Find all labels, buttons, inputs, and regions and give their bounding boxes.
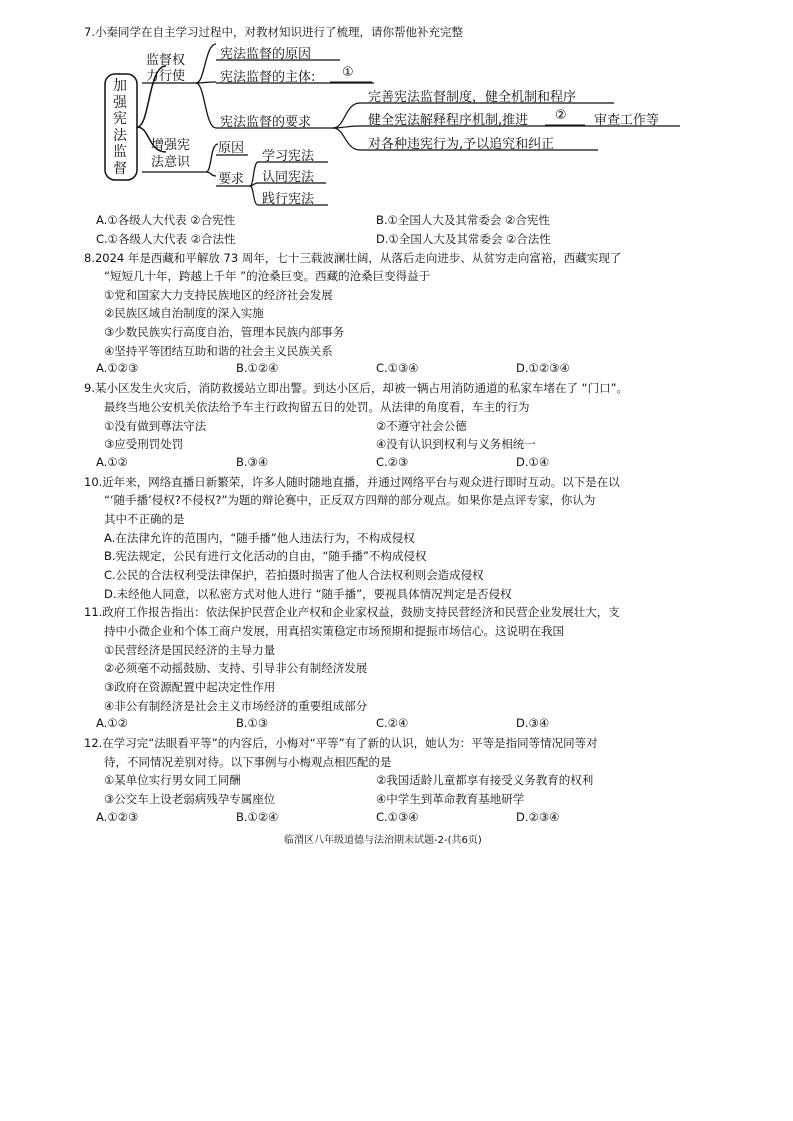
b2-sub1-connector: [250, 162, 258, 186]
req2-post: 审查工作等: [594, 113, 660, 128]
q7-option-c: C.①各级人大代表 ②合法性: [96, 232, 236, 246]
q11-item-4: ④非公有制经济是社会主义市场经济的重要组成部分: [104, 699, 368, 713]
q9-item-2: ②不遵守社会公德: [376, 419, 467, 433]
q12-option-b: B.①②④: [236, 810, 279, 824]
b2-item1: 原因: [218, 141, 245, 156]
q12-item-2: ②我国适龄儿童都享有接受义务教育的权利: [376, 773, 594, 787]
q11-option-b: B.①③: [236, 716, 269, 730]
b2-item2-connector: [206, 172, 216, 176]
q11-item-3: ③政府在资源配置中起决定性作用: [104, 680, 276, 694]
q10-option-c: C.公民的合法权利受法律保护，若拍摄时损害了他人合法权利则会造成侵权: [104, 568, 484, 582]
q12-item-1: ①某单位实行男女同工同酬: [104, 773, 241, 787]
q8-item-2: ②民族区域自治制度的深入实施: [104, 306, 264, 320]
q7-option-b: B.①全国人大及其常委会 ②合宪性: [376, 213, 550, 227]
q11-item-2: ②必须毫不动摇鼓励、支持、引导非公有制经济发展: [104, 661, 368, 675]
q7-option-a: A.①各级人大代表 ②合宪性: [96, 213, 236, 227]
q10-option-b: B.宪法规定，公民有进行文化活动的自由，“随手播”不构成侵权: [104, 549, 427, 563]
q7-stem: 7.小秦同学在自主学习过程中，对教材知识进行了梳理，请你帮他补充完整: [84, 25, 463, 39]
q9-stem-line1: 9.某小区发生火灾后，消防救援站立即出警。到达小区后，却被一辆占用消防通道的私家车堵在了 “门口”。: [84, 381, 629, 395]
req2-blank-marker: ②: [555, 108, 567, 123]
q12-item-4: ④中学生到革命教育基地研学: [376, 792, 525, 806]
q9-item-3: ③应受刑罚处罚: [104, 437, 184, 451]
q9-option-d: D.①④: [516, 455, 550, 469]
q9-option-b: B.③④: [236, 455, 269, 469]
q9-option-a: A.①②: [96, 455, 128, 469]
branch1-label-line2: 力行使: [146, 69, 186, 84]
req3-connector: [333, 128, 360, 150]
b1-item1-connector: [196, 44, 216, 83]
q11-option-c: C.②④: [376, 716, 409, 730]
q10-option-d: D.未经他人同意，以私密方式对他人进行 “随手播”，要视具体情况判定是否侵权: [104, 587, 512, 601]
q10-option-a: A.在法律允许的范围内，“随手播”他人违法行为，不构成侵权: [104, 531, 415, 545]
q8-option-a: A.①②③: [96, 361, 139, 375]
q9-stem-line2: 最终当地公安机关依法给予车主行政拘留五日的处罚。从法律的角度看，车主的行为: [104, 400, 530, 414]
q12-stem-line1: 12.在学习完“法眼看平等”的内容后，小梅对“平等”有了新的认识，她认为：平等是指同等情况同等对: [84, 736, 598, 750]
q11-stem-line1: 11.政府工作报告指出：依法保护民营企业产权和企业家权益，鼓励支持民营经济和民营企业发展壮大，支: [84, 605, 620, 619]
q8-item-1: ①党和国家大力支持民族地区的经济社会发展: [104, 288, 333, 302]
req1: 完善宪法监督制度，健全机制和程序: [368, 90, 577, 105]
q7-option-d: D.①全国人大及其常委会 ②合法性: [376, 232, 551, 246]
b2-sub2: 认同宪法: [262, 170, 315, 185]
b2-item2: 要求: [218, 172, 245, 187]
b1-item2-blank-marker: ①: [342, 65, 354, 80]
b1-item2: 宪法监督的主体:: [220, 70, 316, 85]
q10-stem-line1: 10.近年来，网络直播日新繁荣，许多人随时随地直播，并通过网络平台与观众进行即时互动。以下是在以: [84, 475, 620, 489]
q10-stem-line3: 其中不正确的是: [104, 512, 185, 526]
q11-item-1: ①民营经济是国民经济的主导力量: [104, 643, 276, 657]
b1-item3-connector: [196, 83, 216, 128]
q8-item-4: ④坚持平等团结互助和谐的社会主义民族关系: [104, 344, 333, 358]
page-footer: 临渭区八年级道德与法治期末试题-2-(共6页): [284, 835, 482, 846]
q12-item-3: ③公交车上设老弱病残孕专属座位: [104, 792, 276, 806]
q8-option-b: B.①②④: [236, 361, 279, 375]
b2-sub3: 践行宪法: [262, 192, 315, 207]
branch2-label-line2: 法意识: [151, 155, 191, 170]
q9-option-c: C.②③: [376, 455, 409, 469]
b1-item3: 宪法监督的要求: [220, 115, 312, 130]
q8-stem-line2: “短短几十年，跨越上千年 ”的沧桑巨变。西藏的沧桑巨变得益于: [104, 269, 431, 283]
b1-item1: 宪法监督的原因: [220, 47, 312, 62]
q11-stem-line2: 持中小微企业和个体工商户发展，用真招实策稳定市场预期和提振市场信心。这说明在我国: [104, 624, 564, 638]
branch2-label-line1: 增强宪: [151, 138, 191, 153]
req1-connector: [333, 103, 360, 128]
b2-item1-connector: [206, 144, 218, 172]
q12-option-a: A.①②③: [96, 810, 139, 824]
q12-option-d: D.②③④: [516, 810, 560, 824]
b2-sub3-connector: [250, 186, 258, 205]
branch1-label-line1: 监督权: [146, 53, 186, 68]
q8-option-c: C.①③④: [376, 361, 419, 375]
b2-sub1: 学习宪法: [262, 149, 315, 164]
q9-item-1: ①没有做到尊法守法: [104, 419, 207, 433]
mindmap-root: 加 强 宪 法 监 督: [113, 78, 127, 177]
q9-item-4: ④没有认识到权利与义务相统一: [376, 437, 536, 451]
req3: 对各种违宪行为,予以追究和纠正: [368, 137, 555, 152]
q8-stem-line1: 8.2024 年是西藏和平解放 73 周年，七十三载波澜壮阔，从落后走向进步、从贫穷走向富裕，西藏实现了: [84, 251, 622, 265]
q8-option-d: D.①②③④: [516, 361, 570, 375]
q8-item-3: ③少数民族实行高度自治，管理本民族内部事务: [104, 325, 345, 339]
q11-option-d: D.③④: [516, 716, 550, 730]
q11-option-a: A.①②: [96, 716, 128, 730]
q12-stem-line2: 待，不同情况差别对待。以下事例与小梅观点相匹配的是: [104, 755, 392, 769]
q10-stem-line2: “‘随手播’侵权?不侵权?”为题的辩论赛中，正反双方四辩的部分观点。如果你是点评专家，你认为: [104, 493, 596, 507]
req2-pre: 健全宪法解释程序机制,推进: [368, 113, 529, 128]
q12-option-c: C.①③④: [376, 810, 419, 824]
